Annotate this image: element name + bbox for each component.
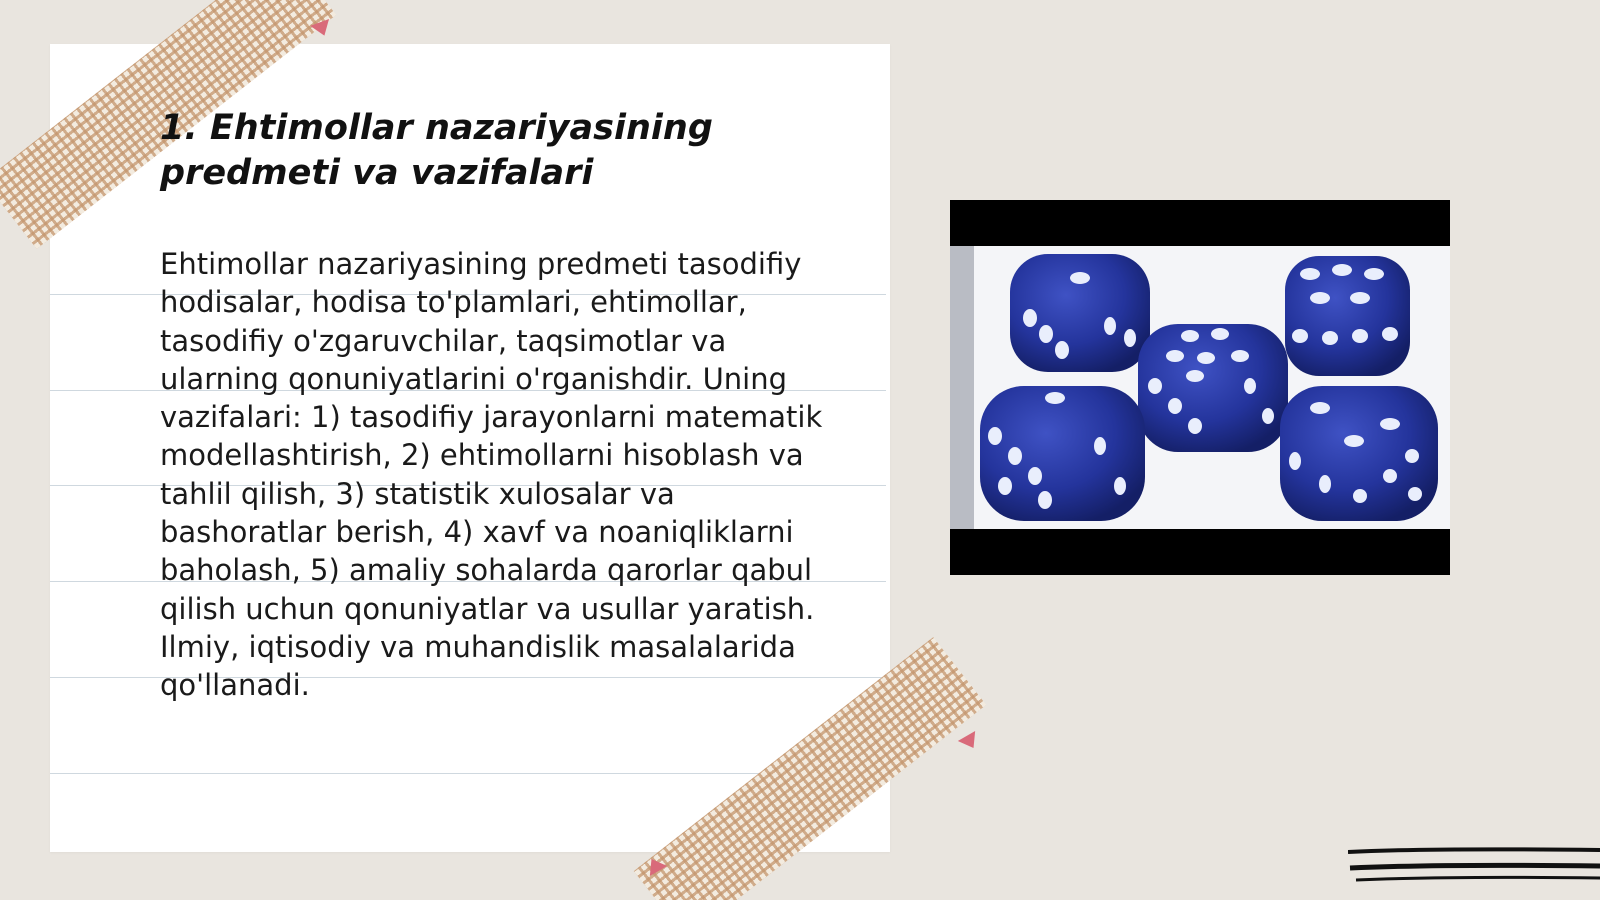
die-5	[1280, 386, 1438, 521]
die-2	[1285, 256, 1410, 376]
tape-tip-bottom	[958, 731, 982, 753]
die-1	[1010, 254, 1150, 372]
dice-photo-canvas	[950, 246, 1450, 529]
die-3	[1138, 324, 1288, 452]
dice-photo	[950, 200, 1450, 575]
die-4	[980, 386, 1145, 521]
decorative-brush-lines	[1348, 846, 1600, 896]
slide-body-text: Ehtimollar nazariyasining predmeti tasodifiy hodisalar, hodisa to'plamlari, ehtimollar, tasodifiy o'zgaruvchilar, taqsimotlar va ularning qonuniyatlarini o'rganishdir. Uning vazifalari: 1) tasodifiy jarayonlarni matematik modellashtirish, 2) ehtimollarni hisoblash va tahlil qilish, 3) statistik xulosalar va bashoratlar berish, 4) xavf va noaniqliklarni baholash, 5) amaliy sohalarda qarorlar qabul qilish uchun qonuniyatlar va usullar yaratish. Ilmiy, iqtisodiy va muhandislik masalalarida qo'llanadi.	[160, 247, 823, 703]
slide-title: 1. Ehtimollar nazariyasining predmeti va vazifalari	[160, 108, 713, 193]
photo-edge-shadow	[950, 246, 974, 529]
dice-illustration	[950, 246, 1450, 529]
